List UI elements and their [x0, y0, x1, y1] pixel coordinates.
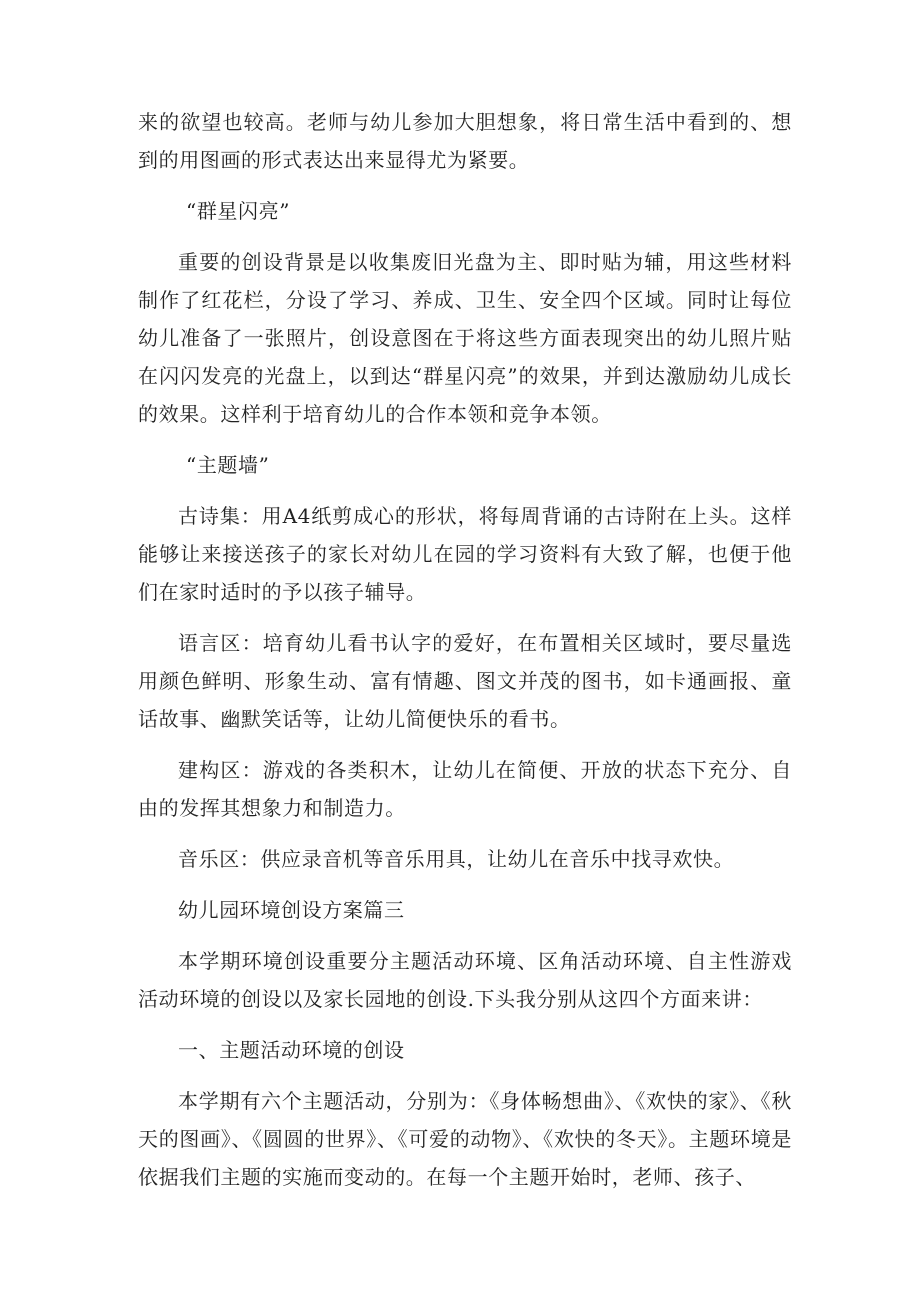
paragraph-construction-area: 建构区：游戏的各类积木，让幼儿在简便、开放的状态下充分、自由的发挥其想象力和制造力。	[138, 758, 792, 820]
section-heading-theme-wall: “主题墙”	[186, 453, 270, 477]
paragraph-poetry: 古诗集：用A4纸剪成心的形状，将每周背诵的古诗附在上头。这样能够让来接送孩子的家长对幼儿在园的学习资料有大致了解，也便于他们在家时适时的予以孩子辅导。	[138, 504, 792, 604]
paragraph-music-area: 音乐区：供应录音机等音乐用具，让幼儿在音乐中找寻欢快。	[178, 847, 735, 871]
section-title-part-three: 幼儿园环境创设方案篇三	[178, 898, 405, 922]
paragraph-stars: 重要的创设背景是以收集废旧光盘为主、即时贴为辅，用这些材料制作了红花栏，分设了学习、养成、卫生、安全四个区域。同时让每位幼儿准备了一张照片，创设意图在于将这些方面表现突出的幼儿照片贴在闪闪发亮的光盘上，以到达“群星闪亮”的效果，并到达激励幼儿成长的效果。这样利于培育幼儿的合作本领和竞争本领。	[138, 250, 792, 426]
section-heading-stars: “群星闪亮”	[186, 199, 291, 223]
paragraph-continuation: 来的欲望也较高。老师与幼儿参加大胆想象，将日常生活中看到的、想到的用图画的形式表达出来显得尤为紧要。	[138, 110, 792, 172]
document-body	[138, 103, 792, 1209]
paragraph-six-themes: 本学期有六个主题活动，分别为：《身体畅想曲》、《欢快的家》、《秋天的图画》、《圆圆的世界》、《可爱的动物》、《欢快的冬天》。主题环境是依据我们主题的实施而变动的。在每一个主题开始时，老师、孩子、	[138, 1089, 792, 1189]
paragraph-language-area: 语言区：培育幼儿看书认字的爱好，在布置相关区域时，要尽量选用颜色鲜明、形象生动、富有情趣、图文并茂的图书，如卡通画报、童话故事、幽默笑话等，让幼儿简便快乐的看书。	[138, 631, 792, 731]
section-heading-theme-activity: 一、主题活动环境的创设	[178, 1038, 405, 1062]
paragraph-semester-overview: 本学期环境创设重要分主题活动环境、区角活动环境、自主性游戏活动环境的创设以及家长园地的创设.下头我分别从这四个方面来讲：	[138, 949, 792, 1011]
